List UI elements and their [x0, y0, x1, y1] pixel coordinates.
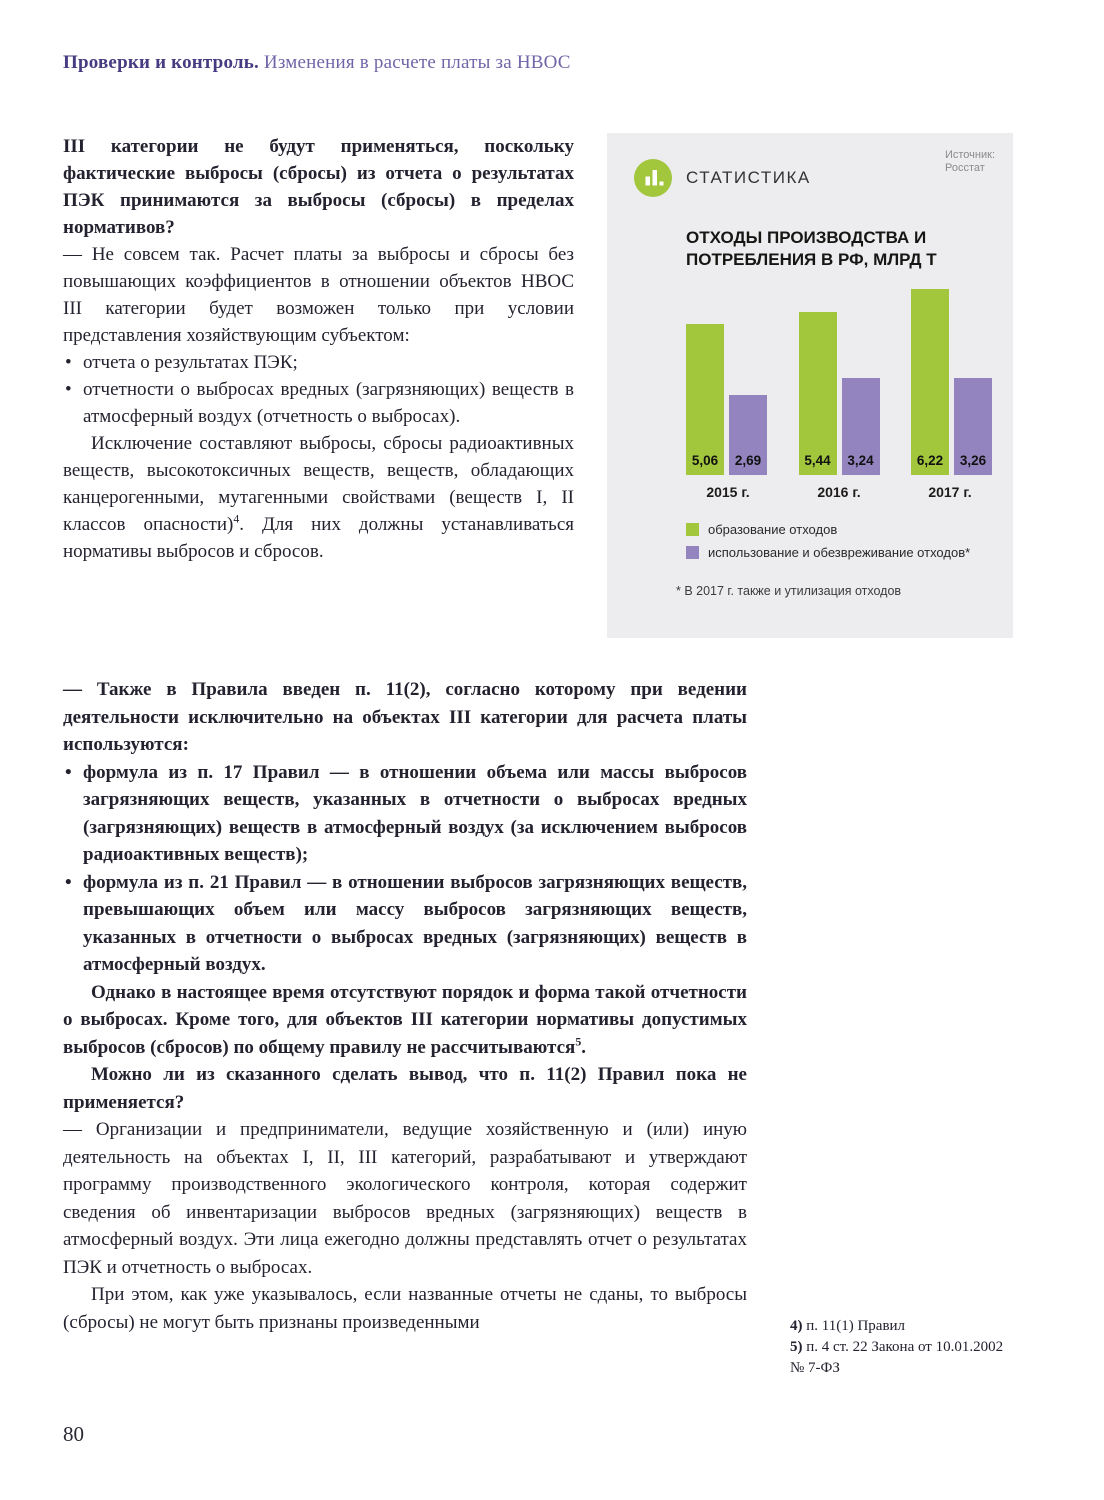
list-item-text: формула из п. 21 Правил — в отношении выбросов загрязняющих веществ, превышающих объем или массу выбросов загрязняющих веществ, указанных в отчетности о выбросах вредных (загрязняющих) веществ в атмосферный воздух. [83, 871, 747, 975]
list-item [63, 349, 574, 376]
bar-value-label: 3,24 [847, 453, 874, 468]
question-paragraph: III категории не будут применяться, поскольку фактические выбросы (сбросы) из отчета о результатах ПЭК принимаются за выбросы (сбросы) в пределах нормативов? [63, 136, 574, 238]
top-section [63, 133, 1041, 638]
paragraph-text: Однако в настоящее время отсутствуют порядок и форма такой отчетности о выбросах. Кроме того, для объектов III категории нормативы допустимых выбросов (сбросов) по общему правилу не рассчитываются [63, 981, 747, 1058]
bar-value-label: 2,69 [734, 453, 762, 468]
legend-label: использование и обезвреживание отходов* [708, 545, 971, 560]
bar-value-label: 3,26 [959, 453, 987, 468]
answer-paragraph: — Не совсем так. Расчет платы за выбросы и сбросы без повышающих коэффициентов в отношении объектов НВОС III категории будет возможен только при условии представления хозяйствующим субъектом: [63, 244, 574, 346]
footnote-5 [790, 1337, 1020, 1379]
footnote-4 [790, 1316, 1020, 1337]
bullet-icon: • [65, 352, 72, 373]
legend-swatch-utilization [686, 546, 699, 559]
list-item [63, 759, 747, 869]
rubric-title: Проверки и контроль. [63, 52, 259, 73]
chart-group [686, 324, 767, 475]
chart-bar [799, 312, 837, 475]
chart-legend [686, 522, 991, 560]
stats-label: СТАТИСТИКА [686, 168, 811, 187]
main-section [63, 676, 747, 1336]
stats-content [676, 227, 991, 598]
page-header [63, 52, 571, 74]
bar-value-label: 6,22 [916, 453, 944, 468]
list-item [63, 376, 574, 430]
bullet-icon: • [65, 761, 72, 783]
chart-bar [954, 378, 992, 475]
stats-header [634, 159, 991, 197]
bullet-icon: • [65, 871, 72, 893]
paragraph-text: . Для них должны устанавливаться нормативы выбросов и сбросов. [63, 514, 575, 562]
list-item-text: отчета о результатах ПЭК; [83, 352, 298, 373]
lead-paragraph: — Также в Правила введен п. 11(2), согласно которому при ведении деятельности исключительно на объектах III категории для расчета платы используются: [63, 679, 747, 755]
chart-bar [729, 395, 767, 475]
paragraph-text: Исключение составляют выбросы, сбросы радиоактивных веществ, высокотоксичных веществ, веществ, обладающих канцерогенными, мутагенными свойствами (веществ I, II классов опасности) [63, 433, 574, 535]
legend-swatch-generation [686, 523, 699, 536]
list-item [63, 869, 747, 979]
bullet-icon: • [65, 379, 72, 400]
legend-item [686, 522, 991, 537]
chart-title: ОТХОДЫ ПРОИЗВОДСТВА И ПОТРЕБЛЕНИЯ В РФ, МЛРД Т [686, 228, 937, 269]
left-column [63, 133, 574, 638]
paragraph-text: . [581, 1036, 586, 1058]
footnote-ref-5: 5 [575, 1035, 582, 1049]
bar-value-label: 5,06 [691, 453, 719, 468]
article-title: Изменения в расчете платы за НВОС [263, 52, 571, 73]
chart-source [945, 149, 995, 175]
bar-chart-icon [634, 159, 672, 197]
question-paragraph: Можно ли из сказанного сделать вывод, что п. 11(2) Правил пока не применяется? [63, 1064, 747, 1113]
footnote-text: п. 11(1) Правил [806, 1318, 906, 1334]
legend-item [686, 545, 991, 560]
footnotes-block [790, 1316, 1020, 1379]
page-number: 80 [63, 1422, 84, 1446]
chart-footnote: * В 2017 г. также и утилизация отходов [676, 584, 902, 598]
chart-categories [686, 484, 992, 500]
list-item-text: отчетности о выбросах вредных (загрязняющих) веществ в атмосферный воздух (отчетность о выбросах). [83, 379, 574, 427]
chart-bar [911, 289, 949, 475]
bar-value-label: 5,44 [804, 453, 831, 468]
statistics-panel [607, 133, 1013, 638]
chart-category-label: 2016 г. [817, 484, 861, 500]
answer-paragraph: — Организации и предприниматели, ведущие хозяйственную и (или) иную деятельность на объектах I, II, III категорий, разрабатывают и утверждают программу производственного экологического контроля, которая содержит сведения об инвентаризации выбросов вредных (загрязняющих) веществ в атмосферный воздух. Эти лица ежегодно должны представлять отчет о результатах ПЭК и отчетность о выбросах. [63, 1119, 747, 1278]
body-paragraph: При этом, как уже указывалось, если названные отчеты не сданы, то выбросы (сбросы) не могут быть признаны произведенными [63, 1284, 747, 1333]
bar-chart [686, 289, 992, 475]
footnote-number: 4) [790, 1318, 803, 1334]
source-value: Росстат [944, 162, 985, 174]
chart-group [911, 289, 992, 475]
chart-bar [842, 378, 880, 475]
legend-label: образование отходов [708, 522, 838, 537]
body-paragraph [63, 979, 747, 1062]
body-paragraph [63, 430, 574, 565]
footnote-text: п. 4 ст. 22 Закона от 10.01.2002 № 7-ФЗ [790, 1339, 1004, 1376]
list-item-text: формула из п. 17 Правил — в отношении объема или массы выбросов загрязняющих веществ, указанных в отчетности о выбросах вредных (загрязняющих) веществ в атмосферный воздух (за исключением выбросов радиоактивных веществ); [83, 761, 747, 865]
chart-bar [686, 324, 724, 475]
footnote-ref-4: 4 [233, 512, 240, 526]
footnote-number: 5) [790, 1339, 803, 1355]
chart-category-label: 2017 г. [928, 484, 972, 500]
chart-group [799, 312, 880, 475]
source-label: Источник: [944, 149, 995, 161]
chart-category-label: 2015 г. [706, 484, 750, 500]
